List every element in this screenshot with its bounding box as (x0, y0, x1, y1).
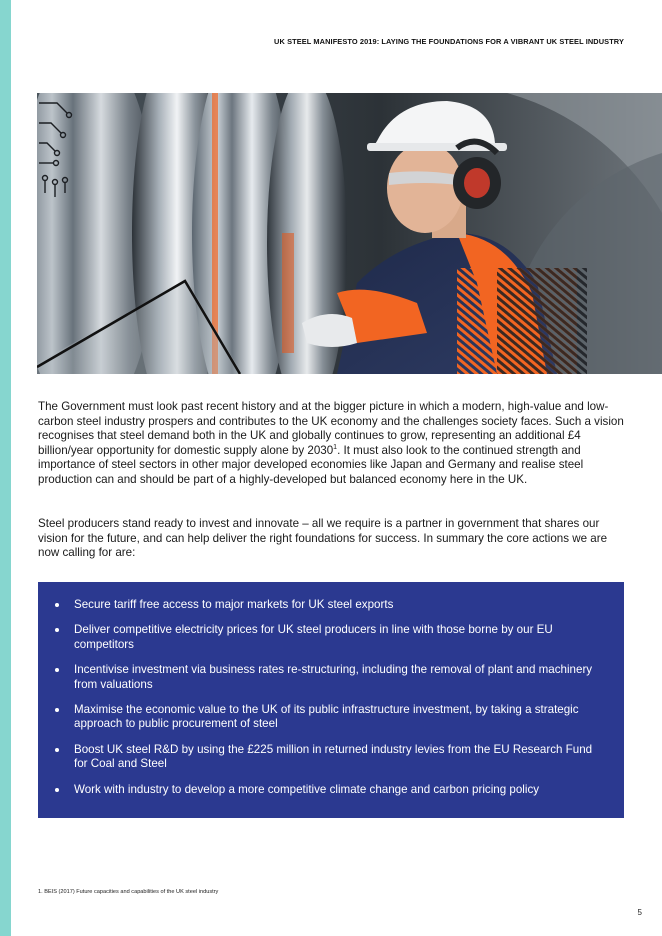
page-number: 5 (637, 908, 642, 917)
list-item: Work with industry to develop a more competitive climate change and carbon pricing policy (74, 783, 600, 797)
list-item: Boost UK steel R&D by using the £225 million in returned industry levies from the EU Research Fund for Coal and Steel (74, 743, 600, 772)
body-paragraph-2: Steel producers stand ready to invest and innovate – all we require is a partner in government that shares our vision for the future, and can help deliver the right foundations for success. In summary the core actions we are now calling for are: (38, 517, 608, 560)
list-item: Deliver competitive electricity prices for UK steel producers in line with those borne by our EU competitors (74, 623, 600, 652)
footnote: 1. BEIS (2017) Future capacities and capabilities of the UK steel industry (38, 889, 219, 895)
actions-callout-box (38, 582, 624, 818)
body-paragraph-1: The Government must look past recent history and at the bigger picture in which a modern, high-value and low-carbon steel industry prospers and contributes to the UK economy and the challenges society faces. Such a vision recognises that steel demand both in the UK and globally continues to grow, representing an additional £4 billion/year opportunity for domestic supply alone by 2030$^1$. It must also look to the continued strength and importance of steel sectors in other major developed economies like Japan and Germany and realise steel production can and should be part of a highly-developed but balanced economy here in the UK. (38, 400, 624, 486)
list-item: Secure tariff free access to major markets for UK steel exports (74, 598, 600, 612)
footnote-ref[interactable]: 1 (333, 443, 338, 451)
list-item: Incentivise investment via business rates re-structuring, including the removal of plant and machinery from valuations (74, 663, 600, 692)
hero-photo (37, 93, 662, 374)
actions-list (38, 582, 624, 797)
list-item: Maximise the economic value to the UK of its public infrastructure investment, by taking a strategic approach to public procurement of steel (74, 703, 600, 732)
running-header: UK STEEL MANIFESTO 2019: LAYING THE FOUNDATIONS FOR A VIBRANT UK STEEL INDUSTRY (274, 37, 624, 46)
side-accent-bar (0, 0, 11, 936)
